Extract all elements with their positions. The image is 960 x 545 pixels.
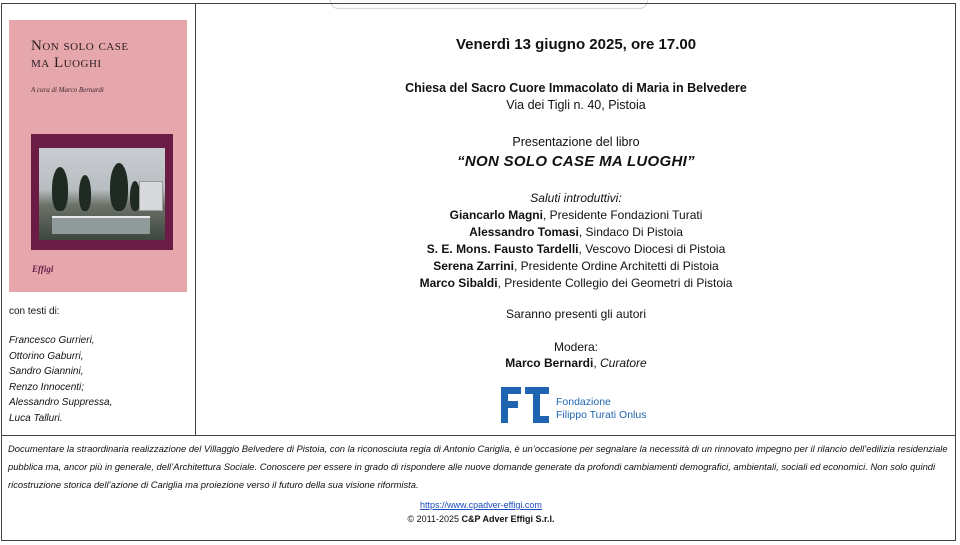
fondazione-turati-logo-icon — [501, 387, 549, 423]
speaker-name: Marco Sibaldi — [419, 276, 498, 290]
speaker-name: Serena Zarrini — [433, 259, 514, 273]
organization-name — [556, 396, 646, 422]
cover-title-line1: Non solo case — [31, 38, 129, 54]
copyright-company: C&P Adver Effigi S.r.l. — [461, 514, 555, 524]
moderator-name: Marco Bernardi — [505, 356, 594, 370]
moderator-label: Modera: — [553, 340, 599, 354]
speaker-role: , Presidente Fondazioni Turati — [542, 208, 703, 222]
footer-description: Documentare la straordinaria realizzazione del Villaggio Belvedere di Pistoia, con la riconosciuta regia di Antonio Cariglia, è un’occasione per segnalare la necessità di un rinnovato impegno per il rilancio dell’edilizia residenziale pubblica ma, ancor più in generale, dell’Architettura Sociale. Conoscere per essere in grado di rispondere alle nuove domande generate da profondi cambiamenti demografici, ambientali, sociali ed economici. Non solo quindi ricostruzione storica dell’azione di Cariglia ma proiezione verso il futuro della sua visione riformista. — [8, 443, 948, 490]
copyright-prefix: © 2011-2025 — [407, 514, 462, 524]
author-item: Ottorino Gaburri, — [9, 350, 84, 362]
presentation-label: Presentazione del libro — [512, 135, 640, 149]
moderator-separator: , — [593, 356, 600, 370]
speaker-item — [196, 241, 956, 258]
copyright — [196, 514, 766, 524]
footer-divider — [1, 435, 956, 436]
authors-present-note: Saranno presenti gli autori — [505, 307, 647, 321]
event-venue: Chiesa del Sacro Cuore Immacolato di Maria in Belvedere — [405, 81, 747, 95]
book-title: “NON SOLO CASE MA LUOGHI” — [457, 153, 695, 170]
tree-shape — [52, 167, 68, 211]
greetings-label: Saluti introduttivi: — [530, 191, 622, 205]
speaker-name: Alessandro Tomasi — [469, 225, 579, 239]
cover-subtitle: A cura di Marco Bernardi — [31, 86, 104, 94]
speaker-item — [196, 207, 956, 224]
author-item: Luca Talluri. — [9, 412, 63, 424]
cover-title — [31, 38, 181, 72]
speaker-role: , Vescovo Diocesi di Pistoia — [578, 242, 726, 256]
pool-shape — [52, 216, 150, 235]
author-item: Sandro Giannini, — [9, 366, 84, 377]
organization-line1: Fondazione — [556, 396, 611, 408]
cover-photo — [39, 148, 165, 240]
speaker-item — [196, 275, 956, 292]
building-shape — [139, 181, 163, 211]
event-address: Via dei Tigli n. 40, Pistoia — [506, 98, 646, 112]
tree-shape — [110, 163, 128, 211]
authors-caption: con testi di: — [9, 306, 60, 317]
publisher-logo: Effigi — [32, 264, 54, 274]
website-link[interactable]: https://www.cpadver-effigi.com — [420, 500, 542, 510]
speaker-role: , Presidente Collegio dei Geometri di Pistoia — [497, 276, 733, 290]
speaker-role: , Presidente Ordine Architetti di Pistoia — [513, 259, 719, 273]
speaker-role: , Sindaco Di Pistoia — [578, 225, 683, 239]
speakers-list — [196, 207, 956, 292]
event-date: Venerdì 13 giugno 2025, ore 17.00 — [455, 36, 697, 53]
speaker-item — [196, 258, 956, 275]
speaker-name: Giancarlo Magni — [449, 208, 543, 222]
moderator-line — [196, 356, 956, 370]
tree-shape — [79, 175, 91, 211]
author-item: Alessandro Suppressa, — [9, 397, 113, 408]
moderator-role: Curatore — [600, 356, 647, 370]
cover-title-line2: ma Luoghi — [31, 55, 102, 71]
cover-photo-frame — [31, 134, 173, 250]
authors-list — [9, 333, 112, 426]
speaker-item — [196, 224, 956, 241]
speaker-name: S. E. Mons. Fausto Tardelli — [426, 242, 579, 256]
book-cover — [9, 20, 187, 292]
author-item: Francesco Gurrieri, — [9, 335, 95, 346]
organization-line2: Filippo Turati Onlus — [556, 409, 647, 421]
author-item: Renzo Innocenti; — [9, 381, 85, 393]
